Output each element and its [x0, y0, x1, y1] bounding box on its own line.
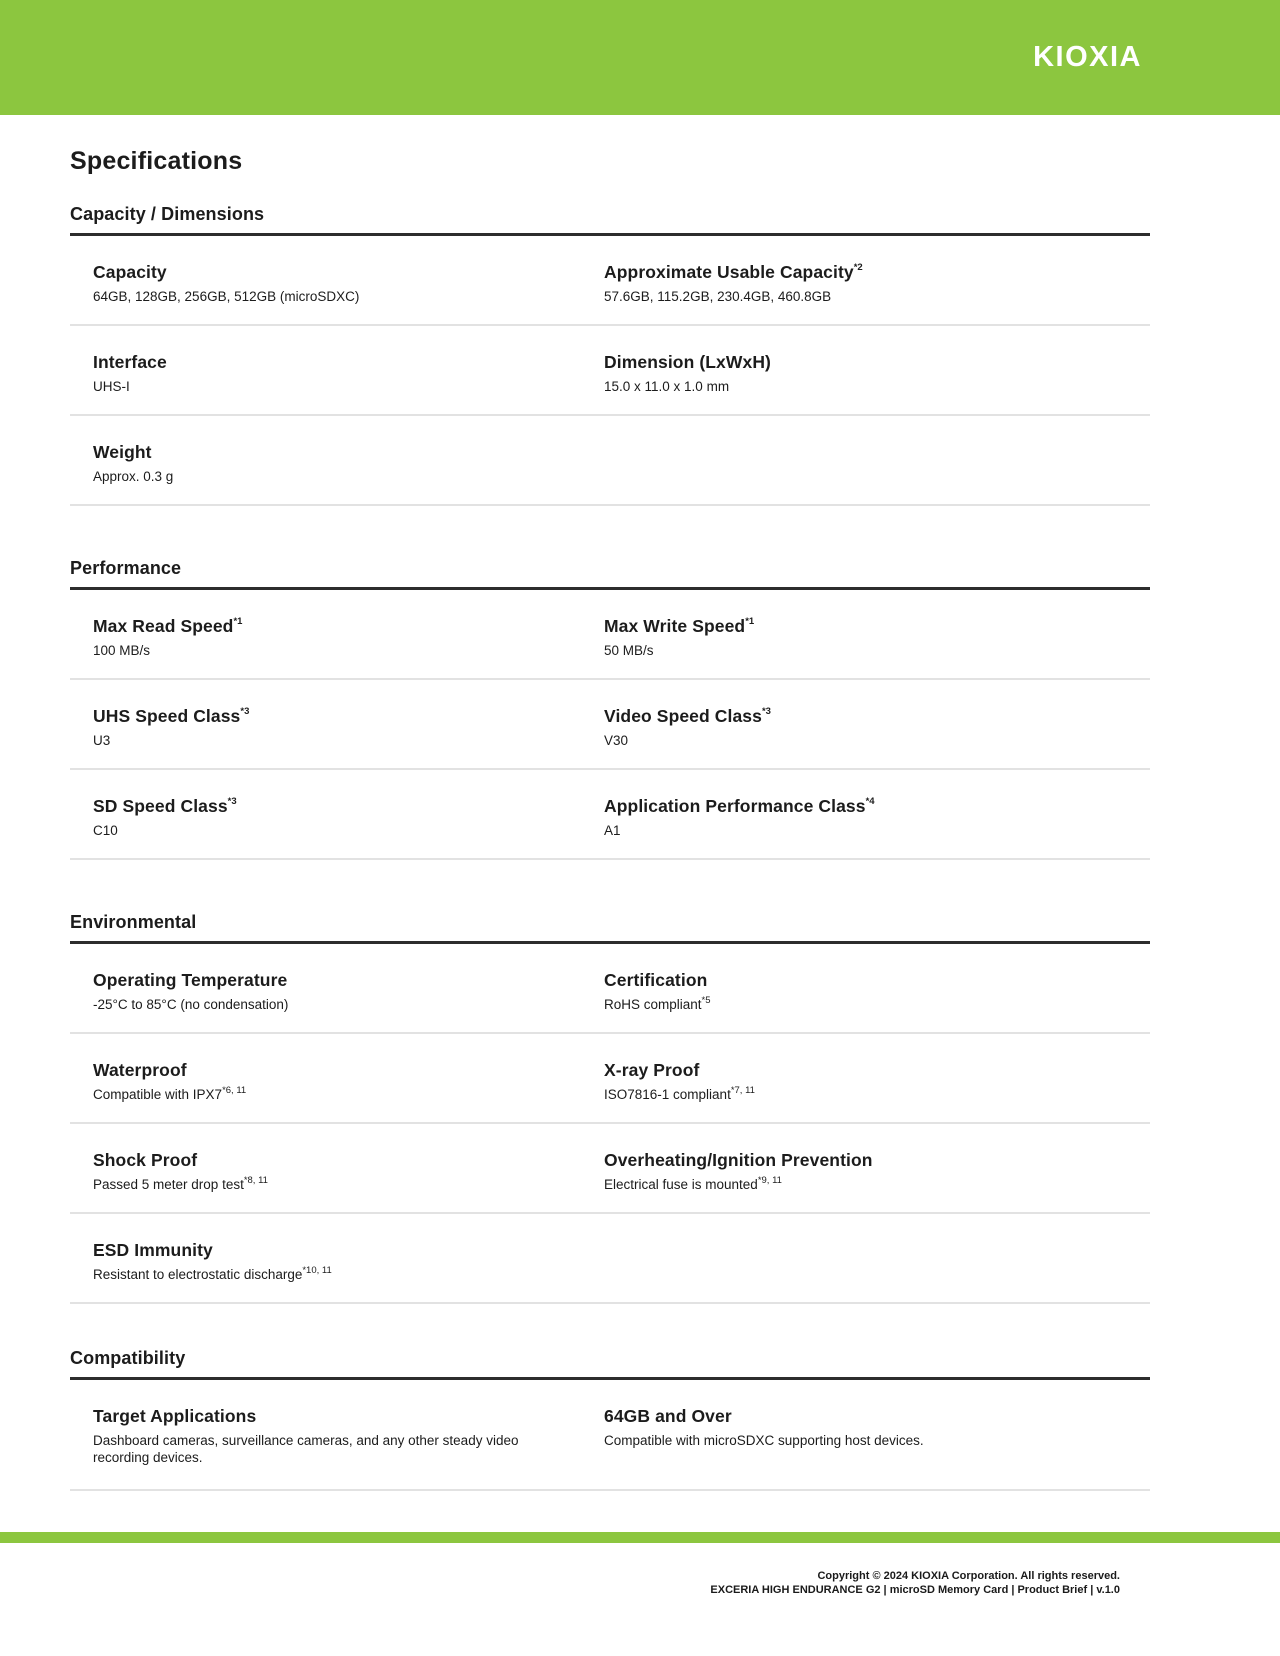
spec-esd-immunity	[93, 1240, 604, 1283]
spec-value: U3	[93, 733, 111, 748]
spec-value: Passed 5 meter drop test$^{*8, 11}$	[93, 1174, 268, 1192]
footnote-ref: *1	[745, 616, 755, 628]
page-content	[70, 147, 1150, 1491]
spec-row	[70, 326, 1150, 416]
spec-value: Approx. 0.3 g	[93, 469, 174, 484]
spec-value: V30	[604, 733, 629, 748]
section-title: Environmental	[70, 912, 1150, 944]
section-compatibility	[70, 1348, 1150, 1491]
footnote-ref: *6, 11	[222, 1084, 247, 1096]
spec-label: Approximate Usable Capacity$^{*2}$	[604, 262, 863, 282]
spec-target-applications	[93, 1406, 604, 1466]
spec-row	[70, 680, 1150, 770]
spec-max-read-speed	[93, 616, 604, 659]
spec-value: Resistant to electrostatic discharge$^{*10, 11}$	[93, 1264, 332, 1282]
spec-interface	[93, 352, 604, 395]
footnote-ref: *3	[227, 796, 237, 808]
spec-value: Compatible with microSDXC supporting host devices.	[604, 1433, 924, 1448]
spec-sd-speed-class	[93, 796, 604, 839]
spec-value: -25°C to 85°C (no condensation)	[93, 997, 289, 1012]
section-environmental	[70, 912, 1150, 1304]
spec-label: UHS Speed Class$^{*3}$	[93, 706, 250, 726]
spec-label: Target Applications	[93, 1406, 257, 1426]
spec-uhs-speed-class	[93, 706, 604, 749]
spec-label: ESD Immunity	[93, 1240, 213, 1260]
footnote-ref: *3	[240, 706, 250, 718]
spec-value: RoHS compliant$^{*5}$	[604, 994, 711, 1012]
spec-label: Capacity	[93, 262, 167, 282]
footer-text	[710, 1569, 1120, 1597]
spec-value: ISO7816-1 compliant$^{*7, 11}$	[604, 1084, 755, 1102]
spec-value: 57.6GB, 115.2GB, 230.4GB, 460.8GB	[604, 289, 832, 304]
footer-bar	[0, 1532, 1280, 1543]
spec-row	[70, 590, 1150, 680]
spec-value: Compatible with IPX7$^{*6, 11}$	[93, 1084, 247, 1102]
spec-64gb-and-over	[604, 1406, 1150, 1466]
section-title: Compatibility	[70, 1348, 1150, 1380]
document-info-line: EXCERIA HIGH ENDURANCE G2 | microSD Memory Card | Product Brief | v.1.0	[710, 1584, 1120, 1596]
footnote-ref: *1	[233, 616, 243, 628]
spec-row	[70, 1124, 1150, 1214]
section-capacity-dimensions	[70, 204, 1150, 506]
footnote-ref: *5	[701, 994, 711, 1006]
header-bar	[0, 0, 1280, 115]
spec-max-write-speed	[604, 616, 1150, 659]
footnote-ref: *10, 11	[302, 1264, 332, 1276]
spec-value: UHS-I	[93, 379, 130, 394]
footnote-ref: *4	[865, 796, 875, 808]
spec-value: C10	[93, 823, 118, 838]
footnote-ref: *3	[761, 706, 771, 718]
spec-value: 100 MB/s	[93, 643, 151, 658]
spec-label: Overheating/Ignition Prevention	[604, 1150, 873, 1170]
spec-shock-proof	[93, 1150, 604, 1193]
spec-row	[70, 944, 1150, 1034]
spec-weight	[93, 442, 604, 485]
section-title: Capacity / Dimensions	[70, 204, 1150, 236]
spec-value: A1	[604, 823, 621, 838]
spec-dimension	[604, 352, 1150, 395]
spec-label: Interface	[93, 352, 167, 372]
copyright-line: Copyright © 2024 KIOXIA Corporation. All rights reserved.	[817, 1570, 1120, 1582]
spec-row	[70, 770, 1150, 860]
spec-value: 50 MB/s	[604, 643, 654, 658]
section-performance	[70, 558, 1150, 860]
spec-value: 64GB, 128GB, 256GB, 512GB (microSDXC)	[93, 289, 360, 304]
section-title: Performance	[70, 558, 1150, 590]
spec-label: Shock Proof	[93, 1150, 198, 1170]
spec-label: Certification	[604, 970, 708, 990]
spec-capacity	[93, 262, 604, 305]
spec-operating-temperature	[93, 970, 604, 1013]
footnote-ref: *2	[853, 262, 863, 274]
spec-label: X-ray Proof	[604, 1060, 700, 1080]
spec-row	[70, 416, 1150, 506]
footnote-ref: *8, 11	[243, 1174, 268, 1186]
footnote-ref: *9, 11	[757, 1174, 782, 1186]
kioxia-logo: KIOXIA	[1033, 41, 1142, 73]
footnote-ref: *7, 11	[730, 1084, 755, 1096]
spec-row	[70, 1214, 1150, 1304]
spec-row	[70, 1380, 1150, 1491]
spec-xray-proof	[604, 1060, 1150, 1103]
spec-label: Dimension (LxWxH)	[604, 352, 771, 372]
spec-empty	[604, 1240, 1150, 1283]
spec-label: Waterproof	[93, 1060, 187, 1080]
spec-certification	[604, 970, 1150, 1013]
spec-label: Max Write Speed$^{*1}$	[604, 616, 755, 636]
spec-row	[70, 236, 1150, 326]
spec-value: Dashboard cameras, surveillance cameras, and any other steady video recording devices.	[93, 1433, 519, 1465]
spec-label: 64GB and Over	[604, 1406, 732, 1426]
spec-approximate-usable-capacity	[604, 262, 1150, 305]
spec-waterproof	[93, 1060, 604, 1103]
spec-label: Weight	[93, 442, 152, 462]
spec-row	[70, 1034, 1150, 1124]
spec-empty	[604, 442, 1150, 485]
spec-label: Operating Temperature	[93, 970, 288, 990]
spec-overheating-ignition-prevention	[604, 1150, 1150, 1193]
spec-label: Application Performance Class$^{*4}$	[604, 796, 875, 816]
spec-label: SD Speed Class$^{*3}$	[93, 796, 237, 816]
spec-application-performance-class	[604, 796, 1150, 839]
spec-video-speed-class	[604, 706, 1150, 749]
page-title: Specifications	[70, 147, 243, 175]
spec-value: Electrical fuse is mounted$^{*9, 11}$	[604, 1174, 782, 1192]
spec-label: Max Read Speed$^{*1}$	[93, 616, 243, 636]
spec-label: Video Speed Class$^{*3}$	[604, 706, 771, 726]
spec-value: 15.0 x 11.0 x 1.0 mm	[604, 379, 730, 394]
